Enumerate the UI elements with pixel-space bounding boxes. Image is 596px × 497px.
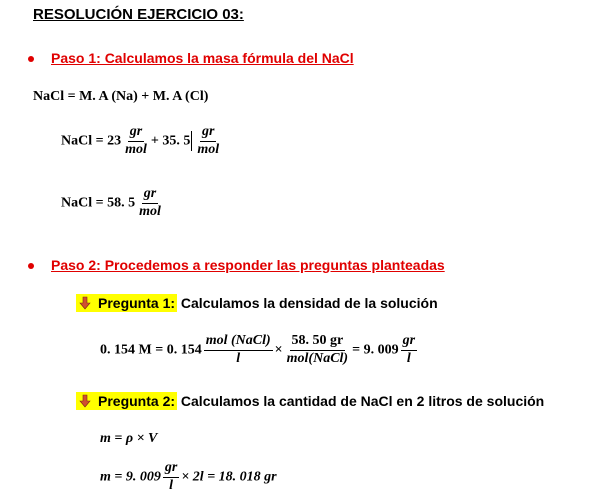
fraction-den: mol — [139, 203, 161, 219]
step2-heading: Paso 2: Procedemos a responder las preguntas planteadas — [51, 257, 445, 273]
fraction — [137, 187, 163, 219]
fraction-num: mol (NaCl) — [204, 334, 273, 351]
step1-heading: Paso 1: Calculamos la masa fórmula del NaCl — [51, 50, 354, 66]
fraction-den: l — [169, 477, 174, 493]
equation-mass-result — [100, 461, 277, 493]
density-lhs: 0. 154 M = 0. 154 — [100, 342, 202, 358]
equation-mass-def: m = ρ × V — [100, 431, 158, 446]
equation-molar-mass-def: NaCl = M. A (Na) + M. A (Cl) — [33, 89, 209, 104]
question1-label-highlight — [76, 294, 177, 312]
fraction-den: mol(NaCl) — [286, 350, 349, 366]
fraction-den: l — [236, 350, 241, 366]
equation-molar-mass-result — [61, 187, 165, 219]
fraction-num: gr — [142, 187, 158, 204]
fraction-num: gr — [401, 334, 417, 351]
question2-heading — [76, 393, 544, 409]
fraction — [401, 334, 417, 366]
eq3-lhs: NaCl = 58. 5 — [61, 195, 136, 211]
equation-molar-mass-sum — [61, 125, 223, 157]
page-title: RESOLUCIÓN EJERCICIO 03: — [33, 6, 244, 23]
fraction — [204, 334, 273, 366]
eq2-lhs: NaCl = 23 — [61, 133, 122, 149]
fraction — [163, 461, 179, 493]
down-arrow-icon — [78, 394, 92, 408]
question1-label: Pregunta 1: — [98, 295, 176, 311]
fraction-num: gr — [200, 125, 216, 142]
mass-lhs: m = 9. 009 — [100, 469, 161, 485]
fraction-num: gr — [163, 461, 179, 478]
density-eq: = 9. 009 — [352, 342, 399, 358]
fraction-den: l — [406, 350, 411, 366]
eq2-plus: + 35. 5 — [150, 133, 191, 149]
fraction — [285, 334, 350, 366]
down-arrow-icon — [78, 296, 92, 310]
fraction — [195, 125, 221, 157]
times-sign: × — [274, 342, 283, 358]
bullet-icon — [28, 263, 34, 269]
bullet-icon — [28, 56, 34, 62]
fraction-num: 58. 50 gr — [290, 334, 346, 351]
fraction-num: gr — [128, 125, 144, 142]
fraction — [123, 125, 149, 157]
question2-text: Calculamos la cantidad de NaCl en 2 litros de solución — [177, 393, 545, 409]
fraction-den: mol — [197, 141, 220, 157]
question2-label: Pregunta 2: — [98, 393, 176, 409]
question1-text: Calculamos la densidad de la solución — [177, 295, 438, 311]
text-cursor — [191, 131, 192, 151]
fraction-den: mol — [125, 141, 147, 157]
mass-rhs: × 2l = 18. 018 gr — [181, 469, 277, 485]
question1-heading — [76, 295, 438, 311]
equation-density — [100, 334, 419, 366]
question2-label-highlight — [76, 392, 177, 410]
